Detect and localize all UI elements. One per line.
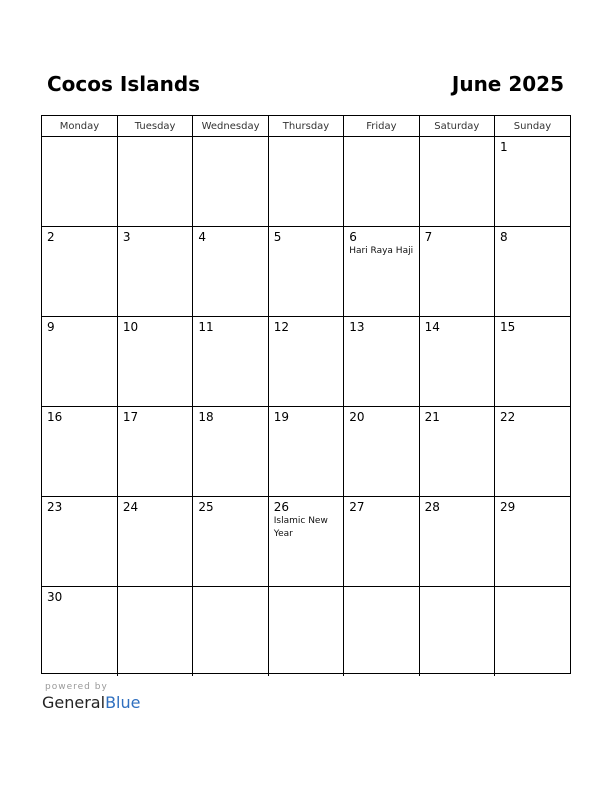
day-cell — [419, 227, 494, 317]
day-cell — [42, 317, 117, 407]
day-cell — [268, 497, 343, 587]
empty-day-cell — [268, 587, 343, 677]
calendar-body — [42, 137, 570, 677]
empty-day-cell — [344, 137, 419, 227]
calendar-grid — [41, 115, 571, 674]
holiday-label: Islamic New Year — [273, 516, 328, 539]
region-title: Cocos Islands — [47, 72, 201, 96]
day-number: 2 — [47, 230, 55, 244]
day-number: 11 — [198, 320, 214, 334]
holiday-label: Hari Raya Haji — [349, 246, 414, 256]
day-cell — [495, 317, 570, 407]
day-cell — [495, 137, 570, 227]
powered-by-label: powered by — [45, 682, 108, 692]
day-number: 14 — [424, 320, 440, 334]
brand-name-part1: General — [42, 693, 106, 712]
brand-logo — [42, 693, 140, 712]
day-number: 23 — [47, 500, 63, 514]
day-number: 22 — [500, 410, 516, 424]
day-cell — [344, 317, 419, 407]
day-number: 13 — [349, 320, 365, 334]
day-number: 21 — [424, 410, 440, 424]
weekday-header-wednesday: Wednesday — [193, 116, 268, 137]
day-cell — [268, 407, 343, 497]
weekday-header-sunday: Sunday — [495, 116, 570, 137]
day-number: 25 — [198, 500, 214, 514]
day-number: 20 — [349, 410, 365, 424]
month-year-title: June 2025 — [451, 72, 564, 96]
empty-day-cell — [117, 137, 192, 227]
weekday-header-row — [42, 116, 570, 137]
day-number: 5 — [273, 230, 282, 244]
weekday-header-tuesday: Tuesday — [117, 116, 192, 137]
day-cell — [42, 587, 117, 677]
empty-day-cell — [344, 587, 419, 677]
day-cell — [419, 407, 494, 497]
day-number: 7 — [424, 230, 433, 244]
day-cell — [42, 407, 117, 497]
empty-day-cell — [419, 587, 494, 677]
day-cell — [193, 227, 268, 317]
day-number: 28 — [424, 500, 440, 514]
week-row — [42, 137, 570, 227]
empty-day-cell — [419, 137, 494, 227]
day-number: 4 — [198, 230, 206, 244]
day-cell — [268, 227, 343, 317]
empty-day-cell — [268, 137, 343, 227]
day-cell — [193, 497, 268, 587]
day-cell — [495, 407, 570, 497]
day-number: 6 — [349, 230, 357, 244]
day-number: 8 — [500, 230, 508, 244]
empty-day-cell — [117, 587, 192, 677]
day-number: 10 — [122, 320, 139, 334]
day-number: 3 — [122, 230, 131, 244]
day-cell — [344, 227, 419, 317]
day-cell — [117, 227, 192, 317]
day-number: 12 — [273, 320, 290, 334]
brand-name-part2: Blue — [105, 693, 141, 712]
day-number: 24 — [122, 500, 139, 514]
day-cell — [117, 317, 192, 407]
day-number: 19 — [273, 410, 290, 424]
week-row — [42, 407, 570, 497]
empty-day-cell — [193, 587, 268, 677]
empty-day-cell — [42, 137, 117, 227]
empty-day-cell — [495, 587, 570, 677]
empty-day-cell — [193, 137, 268, 227]
day-cell — [117, 407, 192, 497]
weekday-header-friday: Friday — [344, 116, 419, 137]
day-number: 17 — [122, 410, 139, 424]
day-number: 9 — [47, 320, 55, 334]
day-cell — [117, 497, 192, 587]
day-number: 18 — [198, 410, 214, 424]
day-cell — [419, 497, 494, 587]
week-row — [42, 227, 570, 317]
day-number: 1 — [500, 140, 508, 154]
day-cell — [193, 317, 268, 407]
day-cell — [344, 407, 419, 497]
weekday-header-thursday: Thursday — [268, 116, 343, 137]
week-row — [42, 587, 570, 677]
day-cell — [42, 227, 117, 317]
calendar-table — [42, 116, 570, 676]
day-number: 15 — [500, 320, 516, 334]
day-cell — [344, 497, 419, 587]
weekday-header-monday: Monday — [42, 116, 117, 137]
day-number: 16 — [47, 410, 63, 424]
day-number: 30 — [47, 590, 63, 604]
day-cell — [495, 497, 570, 587]
day-cell — [42, 497, 117, 587]
day-cell — [193, 407, 268, 497]
week-row — [42, 497, 570, 587]
day-number: 26 — [273, 500, 290, 514]
day-number: 29 — [500, 500, 516, 514]
week-row — [42, 317, 570, 407]
weekday-header-saturday: Saturday — [419, 116, 494, 137]
day-cell — [495, 227, 570, 317]
day-cell — [419, 317, 494, 407]
day-cell — [268, 317, 343, 407]
day-number: 27 — [349, 500, 365, 514]
